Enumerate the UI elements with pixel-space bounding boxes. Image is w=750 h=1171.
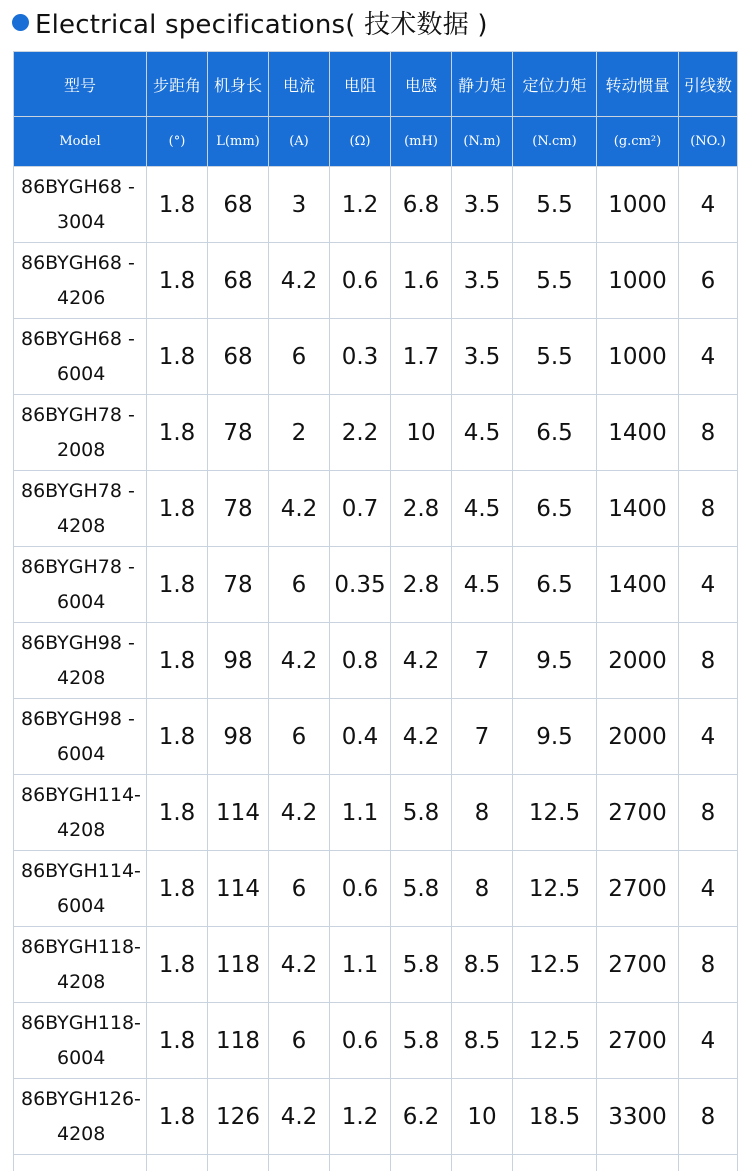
cell-rotor-inertia: 2700: [597, 927, 679, 1003]
table-row: [14, 699, 738, 775]
header-step-unit: (°): [147, 117, 208, 167]
model-part-2: 4208: [21, 965, 146, 1000]
cell-lead-count: 8: [679, 623, 738, 699]
cell-empty: [208, 1155, 269, 1171]
bullet-dot-icon: [12, 14, 29, 31]
cell-empty: [330, 1155, 391, 1171]
cell-model: [14, 699, 147, 775]
cell-body-length: 98: [208, 623, 269, 699]
cell-holding-torque: 4.5: [452, 471, 513, 547]
table-header: [14, 52, 738, 167]
table-row: [14, 471, 738, 547]
cell-step-angle: 1.8: [147, 927, 208, 1003]
cell-body-length: 126: [208, 1079, 269, 1155]
header-resistance-unit: (Ω): [330, 117, 391, 167]
model-part-1: 86BYGH98 -: [21, 702, 146, 737]
cell-empty: [269, 1155, 330, 1171]
model-part-1: 86BYGH68 -: [21, 246, 146, 281]
cell-resistance: 0.6: [330, 243, 391, 319]
header-torque-unit: (N.m): [452, 117, 513, 167]
cell-inductance: 2.8: [391, 471, 452, 547]
cell-holding-torque: 7: [452, 699, 513, 775]
table-row: [14, 775, 738, 851]
cell-current: 2: [269, 395, 330, 471]
model-part-1: 86BYGH126-: [21, 1082, 146, 1117]
cell-body-length: 78: [208, 395, 269, 471]
cell-resistance: 1.2: [330, 167, 391, 243]
cell-rotor-inertia: 2000: [597, 699, 679, 775]
model-part-1: 86BYGH68 -: [21, 322, 146, 357]
header-inductance-unit: (mH): [391, 117, 452, 167]
cell-empty: [14, 1155, 147, 1171]
cell-detent-torque: 5.5: [513, 243, 597, 319]
cell-step-angle: 1.8: [147, 547, 208, 623]
model-part-2: 2008: [21, 433, 146, 468]
model-part-1: 86BYGH98 -: [21, 626, 146, 661]
cell-lead-count: 4: [679, 1003, 738, 1079]
cell-current: 4.2: [269, 243, 330, 319]
header-leads-unit: (NO.): [679, 117, 738, 167]
cell-inductance: 6.8: [391, 167, 452, 243]
cell-holding-torque: 8: [452, 851, 513, 927]
cell-resistance: 1.1: [330, 927, 391, 1003]
header-torque-cn: 静力矩: [452, 52, 513, 117]
cell-step-angle: 1.8: [147, 775, 208, 851]
cell-model: [14, 547, 147, 623]
cell-step-angle: 1.8: [147, 699, 208, 775]
header-length-unit: L(mm): [208, 117, 269, 167]
cell-detent-torque: 12.5: [513, 927, 597, 1003]
cell-resistance: 0.6: [330, 851, 391, 927]
cell-model: [14, 243, 147, 319]
cell-resistance: 0.4: [330, 699, 391, 775]
header-row-cn: [14, 52, 738, 117]
cell-model: [14, 471, 147, 547]
cell-current: 4.2: [269, 623, 330, 699]
cell-resistance: 1.1: [330, 775, 391, 851]
cell-body-length: 114: [208, 775, 269, 851]
cell-detent-torque: 9.5: [513, 623, 597, 699]
model-part-2: 3004: [21, 205, 146, 240]
cell-model: [14, 851, 147, 927]
cell-model: [14, 319, 147, 395]
header-model-unit: Model: [14, 117, 147, 167]
table-row: [14, 1079, 738, 1155]
header-current-unit: (A): [269, 117, 330, 167]
cell-inductance: 1.6: [391, 243, 452, 319]
cell-holding-torque: 8.5: [452, 927, 513, 1003]
cell-inductance: 10: [391, 395, 452, 471]
cell-rotor-inertia: 1000: [597, 319, 679, 395]
header-length-cn: 机身长: [208, 52, 269, 117]
cell-rotor-inertia: 1000: [597, 243, 679, 319]
cell-rotor-inertia: 2000: [597, 623, 679, 699]
cell-inductance: 1.7: [391, 319, 452, 395]
cell-current: 4.2: [269, 471, 330, 547]
cell-step-angle: 1.8: [147, 319, 208, 395]
cell-current: 4.2: [269, 1079, 330, 1155]
cell-resistance: 0.8: [330, 623, 391, 699]
table-row: [14, 1003, 738, 1079]
cell-empty: [679, 1155, 738, 1171]
cell-detent-torque: 5.5: [513, 167, 597, 243]
cell-detent-torque: 6.5: [513, 547, 597, 623]
cell-body-length: 68: [208, 167, 269, 243]
cell-model: [14, 623, 147, 699]
cell-inductance: 5.8: [391, 851, 452, 927]
cell-model: [14, 927, 147, 1003]
model-part-1: 86BYGH68 -: [21, 170, 146, 205]
cell-lead-count: 8: [679, 471, 738, 547]
cell-body-length: 68: [208, 243, 269, 319]
cell-model: [14, 395, 147, 471]
cell-holding-torque: 7: [452, 623, 513, 699]
cell-model: [14, 775, 147, 851]
header-inductance-cn: 电感: [391, 52, 452, 117]
cell-body-length: 98: [208, 699, 269, 775]
cell-holding-torque: 4.5: [452, 547, 513, 623]
model-part-2: 6004: [21, 585, 146, 620]
cell-rotor-inertia: 1400: [597, 547, 679, 623]
cell-inductance: 5.8: [391, 775, 452, 851]
cell-rotor-inertia: 3300: [597, 1079, 679, 1155]
cell-holding-torque: 3.5: [452, 167, 513, 243]
header-row-units: [14, 117, 738, 167]
cell-lead-count: 8: [679, 927, 738, 1003]
cell-empty: [513, 1155, 597, 1171]
cell-current: 6: [269, 851, 330, 927]
model-part-1: 86BYGH118-: [21, 1006, 146, 1041]
table-row: [14, 319, 738, 395]
cell-detent-torque: 18.5: [513, 1079, 597, 1155]
cell-detent-torque: 12.5: [513, 1003, 597, 1079]
cell-model: [14, 1003, 147, 1079]
cell-rotor-inertia: 1400: [597, 471, 679, 547]
cell-resistance: 2.2: [330, 395, 391, 471]
model-part-1: 86BYGH78 -: [21, 474, 146, 509]
cell-inductance: 5.8: [391, 927, 452, 1003]
cell-step-angle: 1.8: [147, 1003, 208, 1079]
section-title: [12, 4, 488, 40]
table-row-partial: [14, 1155, 738, 1171]
cell-current: 6: [269, 319, 330, 395]
cell-empty: [391, 1155, 452, 1171]
cell-body-length: 68: [208, 319, 269, 395]
table-row: [14, 851, 738, 927]
cell-resistance: 0.6: [330, 1003, 391, 1079]
table-row: [14, 243, 738, 319]
model-part-1: 86BYGH118-: [21, 930, 146, 965]
cell-current: 3: [269, 167, 330, 243]
cell-detent-torque: 6.5: [513, 471, 597, 547]
model-part-2: 4208: [21, 1117, 146, 1152]
model-part-1: 86BYGH114-: [21, 778, 146, 813]
cell-lead-count: 6: [679, 243, 738, 319]
cell-step-angle: 1.8: [147, 623, 208, 699]
model-part-2: 4206: [21, 281, 146, 316]
cell-model: [14, 167, 147, 243]
cell-resistance: 0.7: [330, 471, 391, 547]
header-resistance-cn: 电阻: [330, 52, 391, 117]
cell-rotor-inertia: 1400: [597, 395, 679, 471]
model-part-2: 4208: [21, 813, 146, 848]
cell-inductance: 2.8: [391, 547, 452, 623]
header-inertia-unit: (g.cm²): [597, 117, 679, 167]
table-row: [14, 395, 738, 471]
cell-holding-torque: 4.5: [452, 395, 513, 471]
model-part-2: 4208: [21, 509, 146, 544]
table-body: [14, 167, 738, 1171]
header-inertia-cn: 转动惯量: [597, 52, 679, 117]
table-row: [14, 927, 738, 1003]
cell-holding-torque: 3.5: [452, 243, 513, 319]
cell-body-length: 118: [208, 927, 269, 1003]
cell-holding-torque: 8: [452, 775, 513, 851]
cell-lead-count: 8: [679, 775, 738, 851]
model-part-2: 6004: [21, 737, 146, 772]
cell-lead-count: 4: [679, 547, 738, 623]
cell-body-length: 114: [208, 851, 269, 927]
cell-step-angle: 1.8: [147, 243, 208, 319]
cell-detent-torque: 12.5: [513, 775, 597, 851]
cell-body-length: 118: [208, 1003, 269, 1079]
header-detent-unit: (N.cm): [513, 117, 597, 167]
cell-rotor-inertia: 2700: [597, 851, 679, 927]
cell-lead-count: 4: [679, 167, 738, 243]
cell-resistance: 1.2: [330, 1079, 391, 1155]
header-detent-cn: 定位力矩: [513, 52, 597, 117]
cell-body-length: 78: [208, 547, 269, 623]
header-leads-cn: 引线数: [679, 52, 738, 117]
cell-rotor-inertia: 2700: [597, 775, 679, 851]
model-part-2: 6004: [21, 1041, 146, 1076]
header-current-cn: 电流: [269, 52, 330, 117]
cell-current: 4.2: [269, 775, 330, 851]
model-part-1: 86BYGH114-: [21, 854, 146, 889]
cell-inductance: 4.2: [391, 699, 452, 775]
cell-current: 6: [269, 699, 330, 775]
cell-detent-torque: 9.5: [513, 699, 597, 775]
cell-lead-count: 8: [679, 1079, 738, 1155]
table-row: [14, 547, 738, 623]
cell-holding-torque: 8.5: [452, 1003, 513, 1079]
cell-body-length: 78: [208, 471, 269, 547]
cell-lead-count: 4: [679, 319, 738, 395]
cell-lead-count: 8: [679, 395, 738, 471]
cell-step-angle: 1.8: [147, 167, 208, 243]
cell-current: 6: [269, 1003, 330, 1079]
cell-step-angle: 1.8: [147, 851, 208, 927]
table-row: [14, 623, 738, 699]
cell-lead-count: 4: [679, 699, 738, 775]
model-part-1: 86BYGH78 -: [21, 398, 146, 433]
cell-resistance: 0.3: [330, 319, 391, 395]
header-step-cn: 步距角: [147, 52, 208, 117]
cell-holding-torque: 3.5: [452, 319, 513, 395]
model-part-2: 6004: [21, 889, 146, 924]
cell-resistance: 0.35: [330, 547, 391, 623]
model-part-2: 4208: [21, 661, 146, 696]
cell-holding-torque: 10: [452, 1079, 513, 1155]
cell-step-angle: 1.8: [147, 471, 208, 547]
cell-detent-torque: 6.5: [513, 395, 597, 471]
cell-rotor-inertia: 2700: [597, 1003, 679, 1079]
cell-lead-count: 4: [679, 851, 738, 927]
cell-current: 6: [269, 547, 330, 623]
cell-current: 4.2: [269, 927, 330, 1003]
cell-inductance: 5.8: [391, 1003, 452, 1079]
cell-model: [14, 1079, 147, 1155]
cell-empty: [452, 1155, 513, 1171]
cell-empty: [147, 1155, 208, 1171]
cell-step-angle: 1.8: [147, 1079, 208, 1155]
cell-detent-torque: 12.5: [513, 851, 597, 927]
cell-empty: [597, 1155, 679, 1171]
cell-step-angle: 1.8: [147, 395, 208, 471]
model-part-1: 86BYGH78 -: [21, 550, 146, 585]
header-model-cn: 型号: [14, 52, 147, 117]
cell-detent-torque: 5.5: [513, 319, 597, 395]
section-title-text: Electrical specifications( 技术数据 ): [35, 4, 488, 41]
cell-rotor-inertia: 1000: [597, 167, 679, 243]
spec-table: [13, 51, 738, 1171]
model-part-2: 6004: [21, 357, 146, 392]
cell-inductance: 4.2: [391, 623, 452, 699]
table-row: [14, 167, 738, 243]
cell-inductance: 6.2: [391, 1079, 452, 1155]
